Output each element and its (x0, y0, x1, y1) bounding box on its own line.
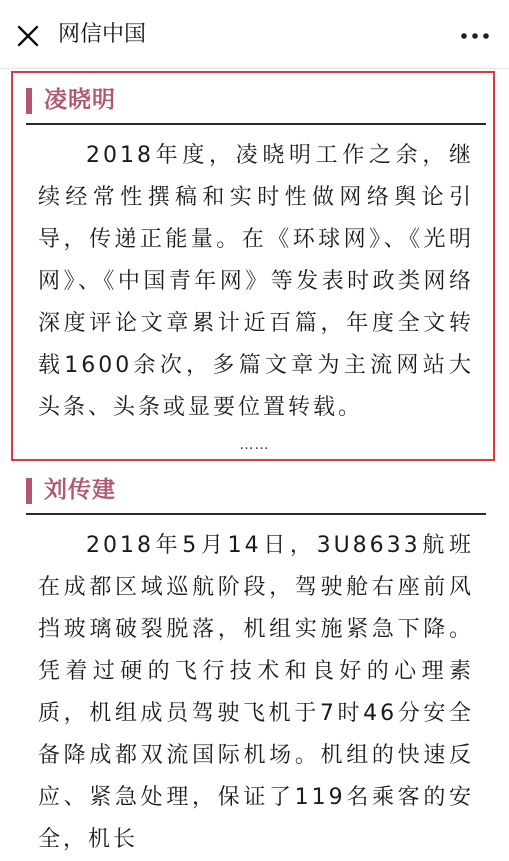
more-icon (457, 24, 493, 48)
section-marker (26, 478, 32, 504)
continuation-ellipsis: …… (239, 437, 270, 453)
section-divider (26, 513, 486, 515)
page-title: 网信中国 (58, 22, 147, 47)
close-button[interactable] (14, 22, 42, 50)
section-body-2: 2018年5月14日，3U8633航班在成都区域巡航阶段，驾驶舱右座前风挡玻璃破裂脱落，机组实施紧急下降。凭着过硬的飞行技术和良好的心理素质，机组成员驾驶飞机于7时46分安全备降成都双流国际机场。机组的快速反应、紧急处理，保证了119名乘客的安全，机长 (38, 533, 474, 852)
article-content[interactable] (0, 69, 509, 852)
section-header-1 (26, 79, 486, 119)
section-name: 刘传建 (44, 477, 116, 503)
close-icon (14, 22, 42, 50)
section-divider (26, 123, 486, 125)
top-bar (0, 0, 509, 69)
more-button[interactable] (457, 24, 493, 48)
section-body-1: 2018年度，凌晓明工作之余，继续经常性撰稿和实时性做网络舆论引导，传递正能量。在《环球网》、《光明网》、《中国青年网》等发表时政类网络深度评论文章累计近百篇，年度全文转载1600余次，多篇文章为主流网站大头条、头条或显要位置转载。 (38, 143, 474, 420)
section-name: 凌晓明 (44, 87, 116, 113)
section-marker (26, 88, 32, 114)
section-header-2 (26, 469, 486, 509)
